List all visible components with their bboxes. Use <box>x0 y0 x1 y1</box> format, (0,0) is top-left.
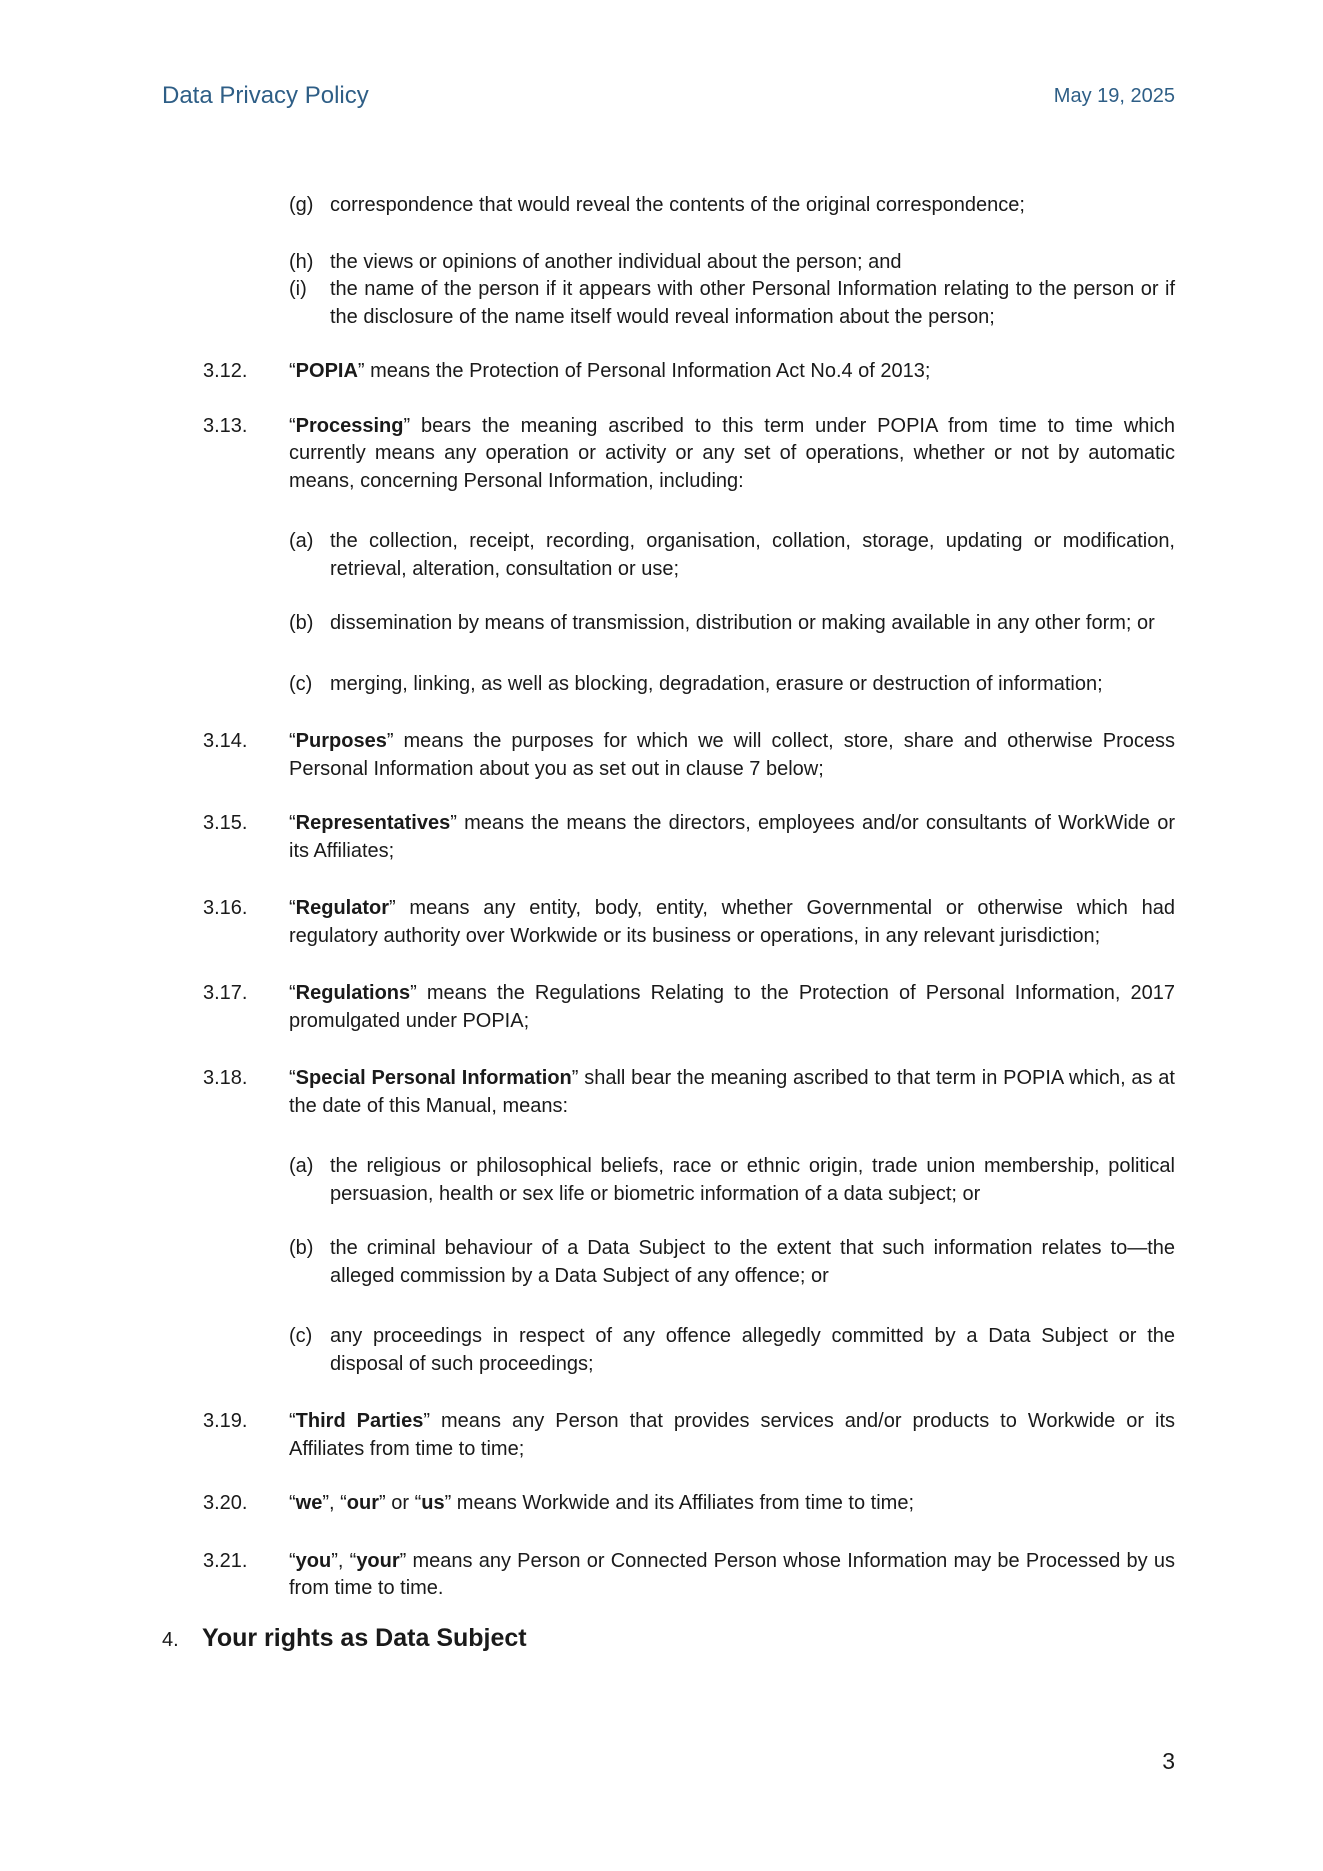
clause-3-12: 3.12. “POPIA” means the Protection of Personal Information Act No.4 of 2013; <box>162 358 1175 386</box>
clause-number: 3.19. <box>203 1410 248 1432</box>
list-item <box>289 1153 1175 1208</box>
clause-number: 3.15. <box>203 812 248 834</box>
clause-text: ” means the purposes for which we will collect, store, share and otherwise Process Personal Information about you as set out in clause 7 below; <box>289 730 1175 780</box>
item-text: the collection, receipt, recording, organisation, collation, storage, updating or modification, retrieval, alteration, consultation or use; <box>330 530 1175 580</box>
list-item <box>289 1323 1175 1378</box>
clause-number: 3.14. <box>203 730 248 752</box>
clause-3-18: 3.18. “Special Personal Information” shall bear the meaning ascribed to that term in POPIA which, as at the date of this Manual, means: <box>162 1065 1175 1120</box>
item-label: (c) <box>289 1325 313 1347</box>
clause-text: ” bears the meaning ascribed to this term under POPIA from time to time which currently means any operation or activity or any set of operations, whether or not by automatic means, concerning Personal Information, including: <box>289 414 1175 492</box>
clause-text: ” means the Protection of Personal Information Act No.4 of 2013; <box>357 360 931 382</box>
defined-term: Purposes <box>295 730 387 752</box>
section-title: Your rights as Data Subject <box>202 1623 527 1652</box>
clause-3-16: 3.16. “Regulator” means any entity, body, entity, whether Governmental or otherwise which had regulatory authority over Workwide or its business or operations, in any relevant jurisdiction; <box>162 895 1175 950</box>
clause-3-19: 3.19. “Third Parties” means any Person that provides services and/or products to Workwide or its Affiliates from time to time; <box>162 1408 1175 1463</box>
defined-term: us <box>421 1492 445 1514</box>
clause-number: 3.12. <box>203 360 248 382</box>
document-header-title: Data Privacy Policy <box>162 82 369 109</box>
item-text: the criminal behaviour of a Data Subject to the extent that such information relates to—the alleged commission by a Data Subject of any offence; or <box>330 1237 1175 1287</box>
item-text: merging, linking, as well as blocking, degradation, erasure or destruction of information; <box>330 672 1103 695</box>
list-item <box>289 249 1175 277</box>
item-text: the views or opinions of another individual about the person; and <box>330 250 902 273</box>
defined-term: Regulator <box>295 897 390 919</box>
clause-number: 3.20. <box>203 1492 248 1514</box>
clause-number: 3.16. <box>203 897 248 919</box>
item-text: the religious or philosophical beliefs, race or ethnic origin, trade union membership, political persuasion, health or sex life or biometric information of a data subject; or <box>330 1155 1175 1205</box>
list-item <box>289 276 1175 331</box>
clause-3-17: 3.17. “Regulations” means the Regulations Relating to the Protection of Personal Information, 2017 promulgated under POPIA; <box>162 980 1175 1035</box>
defined-term: Processing <box>295 414 404 437</box>
section-heading <box>162 1625 1175 1655</box>
defined-term: Regulations <box>295 982 411 1004</box>
clause-text: ” means the Regulations Relating to the Protection of Personal Information, 2017 promulgated under POPIA; <box>289 982 1175 1032</box>
defined-term: Representatives <box>295 812 451 834</box>
item-text: dissemination by means of transmission, distribution or making available in any other form; or <box>330 612 1155 634</box>
clause-text: ” means any Person that provides services and/or products to Workwide or its Affiliates from time to time; <box>289 1410 1175 1460</box>
clause-text: ” means any Person or Connected Person whose Information may be Processed by us from time to time. <box>289 1549 1176 1599</box>
item-label: (a) <box>289 530 314 552</box>
item-label: (g) <box>289 194 314 216</box>
clause-text: ” means any entity, body, entity, whether Governmental or otherwise which had regulatory authority over Workwide or its business or operations, in any relevant jurisdiction; <box>289 897 1175 947</box>
list-item <box>289 671 1175 699</box>
item-label: (i) <box>289 278 307 300</box>
item-label: (h) <box>289 250 314 273</box>
item-label: (b) <box>289 1237 314 1259</box>
defined-term: POPIA <box>295 360 358 382</box>
clause-number: 3.18. <box>203 1067 248 1089</box>
clause-3-14: 3.14. “Purposes” means the purposes for which we will collect, store, share and otherwise Process Personal Information about you as set out in clause 7 below; <box>162 728 1175 783</box>
item-label: (b) <box>289 612 314 634</box>
page-number: 3 <box>1162 1748 1175 1774</box>
list-item <box>289 610 1175 638</box>
clause-3-20: 3.20. “we”, “our” or “us” means Workwide and its Affiliates from time to time; <box>162 1490 1175 1518</box>
clause-text: ”, “ <box>331 1549 357 1572</box>
clause-number: 3.17. <box>203 982 248 1004</box>
defined-term: you <box>295 1549 332 1572</box>
clause-3-13: 3.13. “Processing” bears the meaning ascribed to this term under POPIA from time to time which currently means any operation or activity or any set of operations, whether or not by automatic means, concerning Personal Information, including: <box>162 413 1175 496</box>
document-body <box>162 192 1175 1654</box>
document-header-date: May 19, 2025 <box>1053 85 1175 107</box>
list-item <box>289 192 1175 220</box>
defined-term: we <box>295 1492 323 1514</box>
list-item <box>289 1235 1175 1290</box>
item-text: any proceedings in respect of any offence allegedly committed by a Data Subject or the disposal of such proceedings; <box>330 1325 1175 1375</box>
clause-number: 3.13. <box>203 414 248 437</box>
clause-3-21: 3.21. “you”, “your” means any Person or Connected Person whose Information may be Processed by us from time to time. <box>162 1548 1175 1603</box>
clause-text: ” shall bear the meaning ascribed to that term in POPIA which, as at the date of this Manual, means: <box>289 1067 1175 1117</box>
clause-number: 3.21. <box>203 1549 248 1572</box>
clause-text: ” means the means the directors, employees and/or consultants of WorkWide or its Affiliates; <box>289 812 1175 862</box>
list-item <box>289 528 1175 583</box>
item-text: the name of the person if it appears with other Personal Information relating to the person or if the disclosure of the name itself would reveal information about the person; <box>330 278 1175 328</box>
section-number: 4. <box>162 1628 179 1651</box>
clause-text: ”, “ <box>322 1492 347 1514</box>
item-label: (a) <box>289 1155 314 1177</box>
clause-text: ” or “ <box>379 1492 422 1514</box>
defined-term: your <box>356 1549 400 1572</box>
item-label: (c) <box>289 672 313 695</box>
item-text: correspondence that would reveal the contents of the original correspondence; <box>330 194 1025 216</box>
clause-3-15: 3.15. “Representatives” means the means the directors, employees and/or consultants of WorkWide or its Affiliates; <box>162 810 1175 865</box>
clause-text: ” means Workwide and its Affiliates from time to time; <box>444 1492 915 1514</box>
defined-term: Special Personal Information <box>295 1067 572 1089</box>
defined-term: Third Parties <box>295 1410 424 1432</box>
defined-term: our <box>346 1492 380 1514</box>
